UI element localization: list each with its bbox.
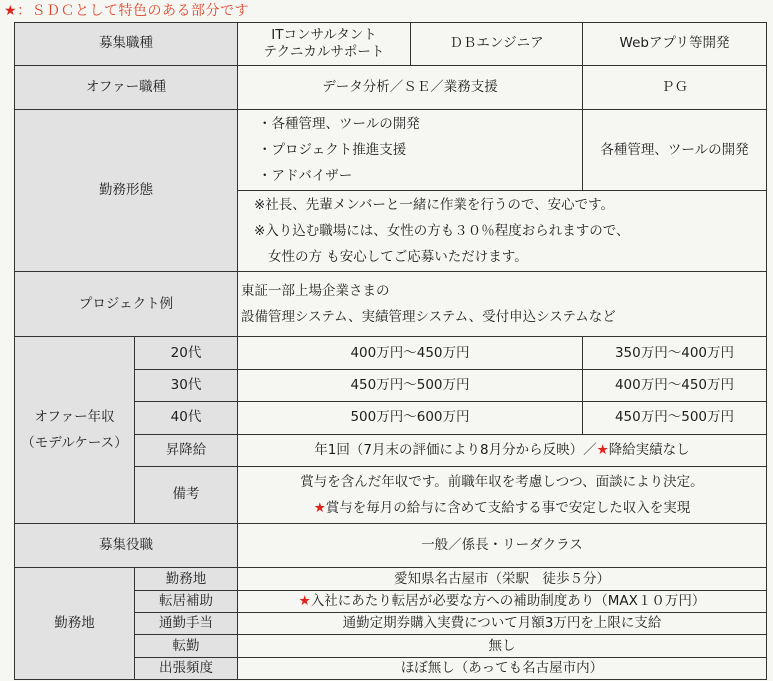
salary-30s-web: 400万円～450万円: [583, 369, 767, 401]
row-workplace: [15, 568, 767, 590]
project-value: [238, 272, 767, 337]
trip-label: 出張頻度: [135, 657, 238, 679]
offer-role-main: データ分析／ＳＥ／業務支援: [238, 65, 583, 110]
salary-40s-web: 450万円～500万円: [583, 402, 767, 434]
commute-value: 通勤定期券購入実費について月額3万円を上限に支給: [238, 613, 767, 635]
raise-text2: 降給実績なし: [608, 441, 690, 458]
row-project: [15, 272, 767, 337]
workplace-value: 愛知県名古屋市（栄駅 徒歩５分）: [238, 568, 767, 590]
star-icon: ★: [4, 3, 18, 19]
header-it-consultant: [238, 23, 411, 66]
job-type-label: 募集職種: [15, 23, 238, 66]
salary-label-line1: オファー年収: [34, 409, 115, 426]
project-line2: 設備管理システム、実績管理システム、受付申込システムなど: [241, 309, 616, 326]
relocation-value: [238, 590, 767, 612]
position-label: 募集役職: [15, 523, 238, 568]
star-icon: ★: [313, 499, 326, 516]
project-line1: 東証一部上場企業さまの: [241, 283, 390, 300]
transfer-value: 無し: [238, 635, 767, 657]
relocation-text: 入社にあたり転居が必要な方への補助制度あり（MAX１０万円）: [310, 592, 706, 609]
project-label: プロジェクト例: [15, 272, 238, 337]
raise-text: 年1回（7月末の評価により8月分から反映）／: [314, 441, 597, 458]
remarks-value: [238, 467, 767, 524]
header-col1-line1: ITコンサルタント: [271, 26, 377, 43]
note-line: 女性の方 も安心してご応募いただけます。: [268, 249, 528, 266]
workplace-label: 勤務地: [135, 568, 238, 590]
salary-20s-web: 350万円～400万円: [583, 337, 767, 369]
duty-item: ・プロジェクト推進支援: [258, 142, 407, 159]
salary-label-line2: （モデルケース）: [21, 435, 128, 452]
salary-40s-main: 500万円～600万円: [238, 402, 583, 434]
remarks-label: 備考: [135, 467, 238, 524]
transfer-label: 転勤: [135, 635, 238, 657]
remarks-line2-wrap: [241, 495, 763, 521]
remarks-line1: 賞与を含んだ年収です。前職年収を考慮しつつ、面談により決定。: [300, 473, 704, 490]
work-style-notes: [238, 191, 767, 272]
header-db-engineer: ＤＢエンジニア: [411, 23, 583, 66]
age-40s: 40代: [135, 402, 238, 434]
offer-role-label: オファー職種: [15, 65, 238, 110]
work-style-label: 勤務形態: [15, 110, 238, 272]
salary-20s-main: 400万円～450万円: [238, 337, 583, 369]
location-label: 勤務地: [15, 568, 135, 680]
age-20s: 20代: [135, 337, 238, 369]
star-icon: ★: [596, 441, 609, 458]
offer-role-web: ＰＧ: [583, 65, 767, 110]
duty-item: ・アドバイザー: [258, 168, 353, 185]
legend-note-text: ：ＳＤＣとして特色のある部分です: [17, 3, 250, 19]
row-position: [15, 523, 767, 568]
salary-label: [15, 337, 135, 524]
header-col1-line2: テクニカルサポート: [263, 43, 385, 60]
note-line: ※社長、先輩メンバーと一緒に作業を行うので、安心です。: [254, 197, 615, 214]
row-salary-20s: [15, 337, 767, 369]
row-work-style-duties: [15, 110, 767, 191]
note-line: ※入り込む職場には、女性の方も３０％程度おられますので、: [254, 223, 630, 240]
star-icon: ★: [298, 592, 311, 609]
raise-value: [238, 434, 767, 466]
work-style-duties: [238, 110, 583, 191]
salary-30s-main: 450万円～500万円: [238, 369, 583, 401]
position-value: 一般／係長・リーダクラス: [238, 523, 767, 568]
header-web-app: Webアプリ等開発: [583, 23, 767, 66]
age-30s: 30代: [135, 369, 238, 401]
trip-value: ほぼ無し（あっても名古屋市内）: [238, 657, 767, 679]
remarks-line2: 賞与を毎月の給与に含めて支給する事で安定した収入を実現: [325, 499, 691, 516]
row-offer-role: [15, 65, 767, 110]
relocation-label: 転居補助: [135, 590, 238, 612]
row-job-type: [15, 23, 767, 66]
raise-label: 昇降給: [135, 434, 238, 466]
recruitment-table: [14, 22, 767, 680]
duty-item: ・各種管理、ツールの開発: [258, 116, 420, 133]
work-style-web: 各種管理、ツールの開発: [583, 110, 767, 191]
commute-label: 通勤手当: [135, 613, 238, 635]
legend-note: [4, 0, 249, 22]
